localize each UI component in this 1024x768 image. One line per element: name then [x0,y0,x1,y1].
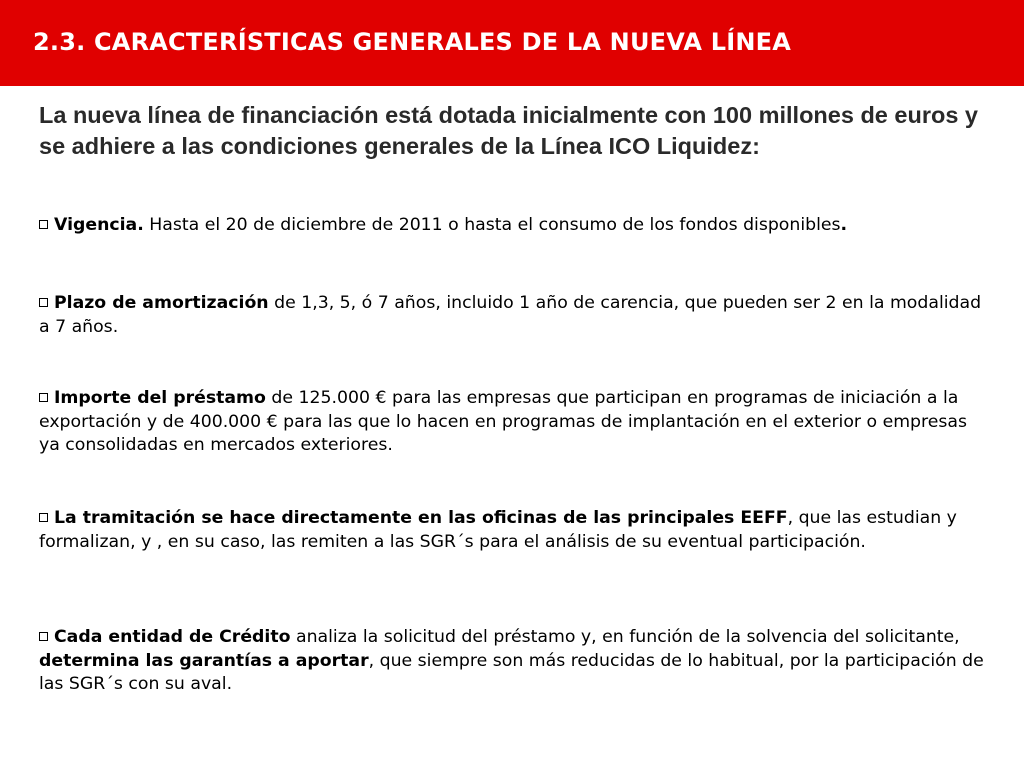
bullet-text: de 1,3, 5, ó 7 años, incluido 1 año de carencia, que pueden ser 2 en la modalidad a 7 años. [39,293,982,337]
bullet-lead: La tramitación se hace directamente en las oficinas de las principales EEFF [54,508,788,528]
checkbox-icon [39,513,48,522]
checkbox-icon [39,632,48,641]
bullet-plazo-amortizacion [39,292,989,339]
bullet-lead: Importe del préstamo [54,388,266,408]
bullet-lead: Cada entidad de Crédito [54,627,291,647]
bullet-text: , que las estudian y formalizan, y , en su caso, las remiten a las SGR´s para el análisis de su eventual participación. [39,508,957,552]
bullet-vigencia [39,214,989,238]
page-title: 2.3. CARACTERÍSTICAS GENERALES DE LA NUEVA LÍNEA [33,28,792,56]
bullet-text: de 125.000 € para las empresas que participan en programas de iniciación a la exportación y de 400.000 € para las que lo hacen en programas de implantación en el exterior o empresas ya consolidadas en mercados exteriores. [39,388,967,455]
bullet-mid: determina las garantías a aportar [39,650,369,671]
bullet-lead: Plazo de amortización [54,293,269,313]
checkbox-icon [39,393,48,402]
checkbox-icon [39,298,48,307]
header-bar [0,0,1024,86]
bullet-text: Hasta el 20 de diciembre de 2011 o hasta el consumo de los fondos disponibles [143,215,841,235]
bullet-lead: Vigencia. [54,215,144,235]
bullet-entidad-credito [39,626,989,697]
bullet-text: analiza la solicitud del préstamo y, en función de la solvencia del solicitante, [290,627,960,647]
bullet-importe-prestamo [39,387,989,458]
bullet-trail: . [840,215,848,235]
checkbox-icon [39,220,48,229]
intro-paragraph: La nueva línea de financiación está dotada inicialmente con 100 millones de euros y se adhiere a las condiciones generales de la Línea ICO Liquidez: [39,102,979,159]
bullet-text-end: , que siempre son más reducidas de lo habitual, por la participación de las SGR´s con su aval. [39,650,984,694]
bullet-tramitacion [39,507,989,554]
